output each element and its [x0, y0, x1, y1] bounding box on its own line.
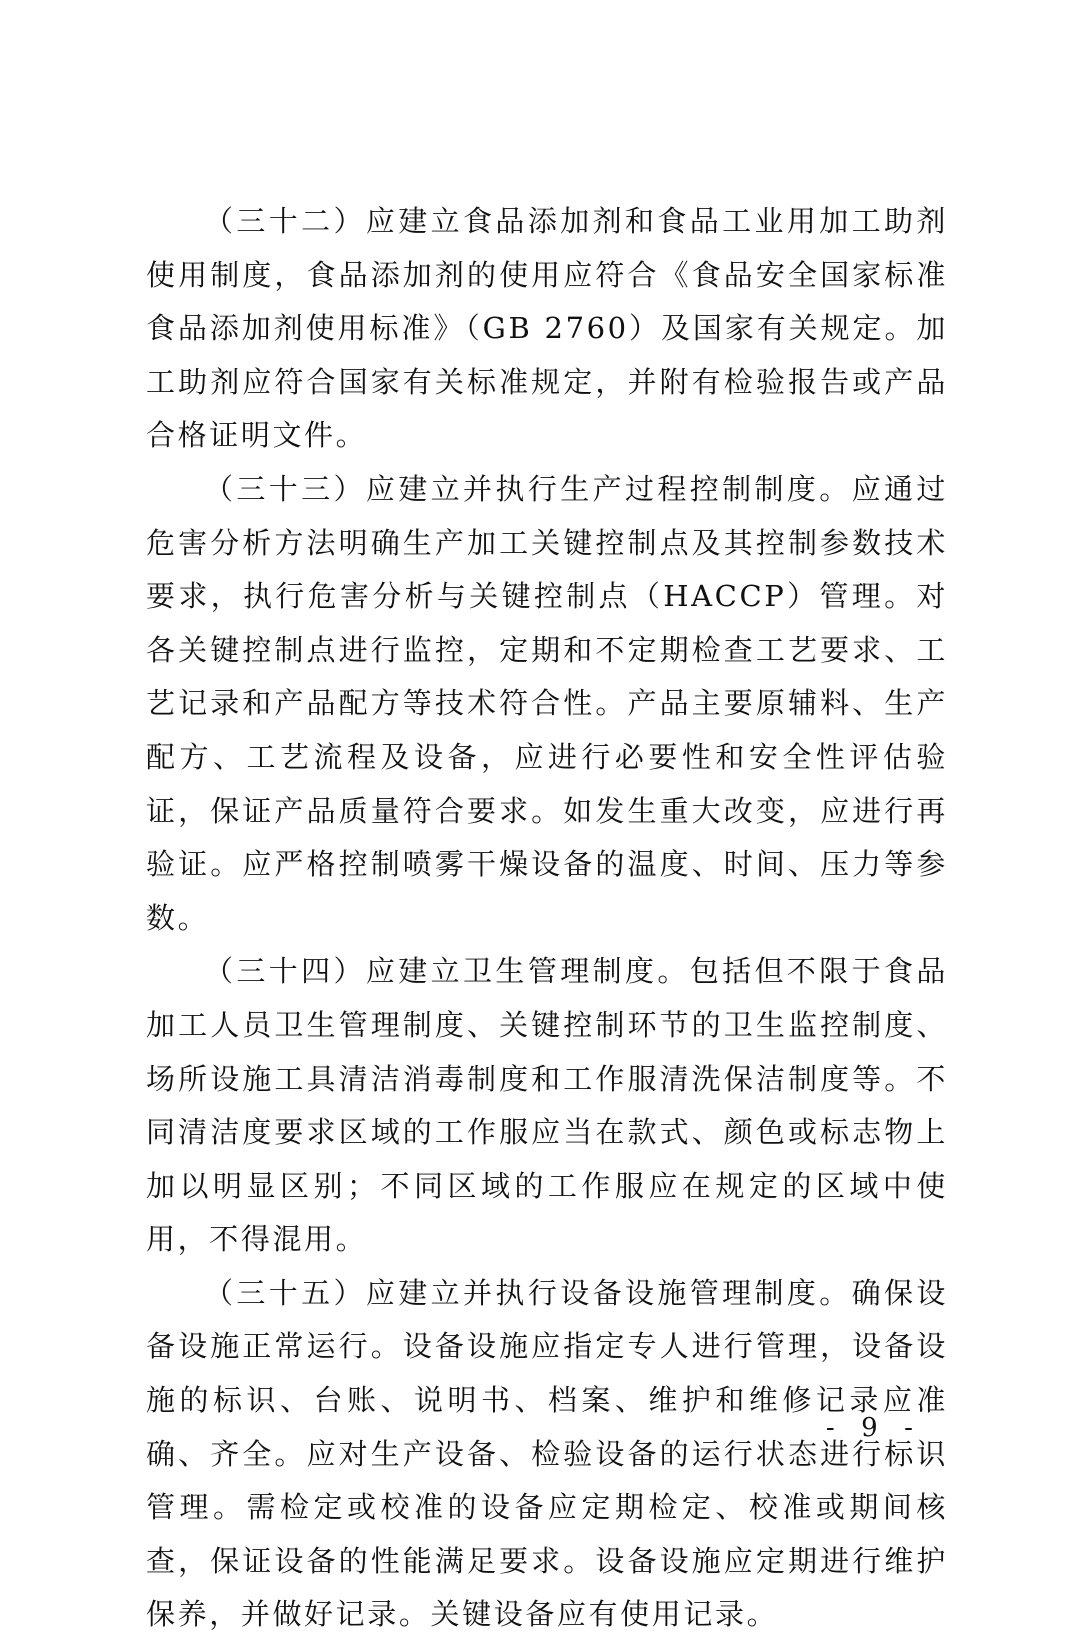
paragraph-33: （三十三）应建立并执行生产过程控制制度。应通过危害分析方法明确生产加工关键控制点及其控制参数技术要求，执行危害分析与关键控制点（HACCP）管理。对各关键控制点进行监控，定期和不定期检查工艺要求、工艺记录和产品配方等技术符合性。产品主要原辅料、生产配方、工艺流程及设备，应进行必要性和安全性评估验证，保证产品质量符合要求。如发生重大改变，应进行再验证。应严格控制喷雾干燥设备的温度、时间、压力等参数。 — [146, 471, 948, 935]
paragraph-35: （三十五）应建立并执行设备设施管理制度。确保设备设施正常运行。设备设施应指定专人进行管理，设备设施的标识、台账、说明书、档案、维护和维修记录应准确、齐全。应对生产设备、检验设备的运行状态进行标识管理。需检定或校准的设备应定期检定、校准或期间核查，保证设备的性能满足要求。设备设施应定期进行维护保养，并做好记录。关键设备应有使用记录。 — [146, 1275, 948, 1632]
page-number: - 9 - — [825, 1413, 922, 1443]
paragraph-34: （三十四）应建立卫生管理制度。包括但不限于食品加工人员卫生管理制度、关键控制环节的卫生监控制度、场所设施工具清洁消毒制度和工作服清洗保洁制度等。不同清洁度要求区域的工作服应当在款式、颜色或标志物上加以明显区别；不同区域的工作服应在规定的区域中使用，不得混用。 — [146, 954, 948, 1257]
paragraph-32: （三十二）应建立食品添加剂和食品工业用加工助剂使用制度，食品添加剂的使用应符合《食品安全国家标准 食品添加剂使用标准》（GB 2760）及国家有关规定。加工助剂应符合国家有关标准规定，并附有检验报告或产品合格证明文件。 — [146, 204, 948, 453]
